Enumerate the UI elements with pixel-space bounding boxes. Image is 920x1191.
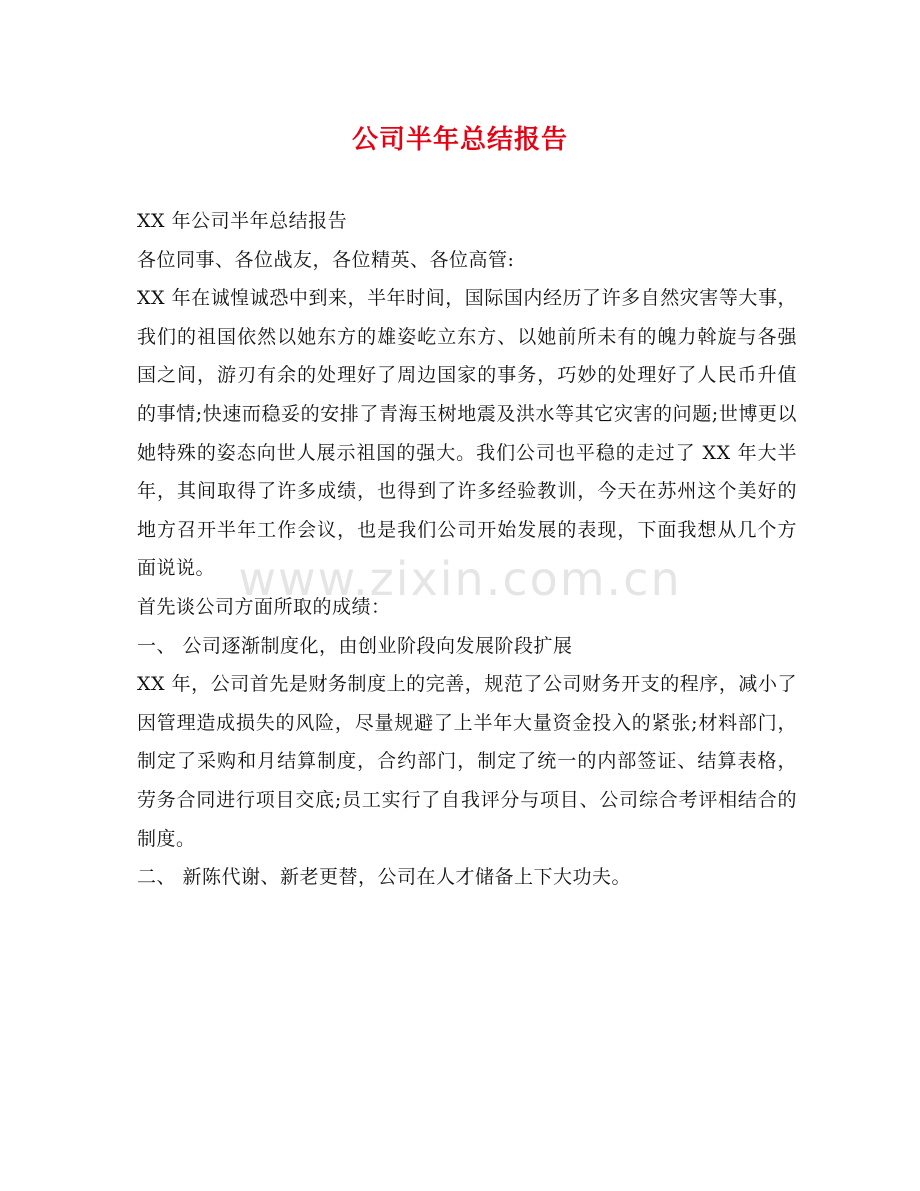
paragraph: 首先谈公司方面所取的成绩：: [137, 595, 391, 618]
document-title: 公司半年总结报告: [351, 125, 568, 155]
paragraph: XX 年公司半年总结报告: [137, 210, 348, 232]
paragraph: 一、 公司逐渐制度化，由创业阶段向发展阶段扩展: [137, 634, 573, 657]
document-body: [137, 202, 797, 897]
watermark: www.zixin.com.cn: [238, 552, 682, 606]
paragraph: XX 年，公司首先是财务制度上的完善，规范了公司财务开支的程序，减小了因管理造成损失的风险，尽量规避了上半年大量资金投入的紧张;材料部门，制定了采购和月结算制度，合约部门，制定了统一的内部签证、结算表格，劳务合同进行项目交底;员工实行了自我评分与项目、公司综合考评相结合的制度。: [137, 673, 797, 850]
paragraph: 各位同事、各位战友，各位精英、各位高管:: [137, 248, 515, 271]
paragraph: 二、 新陈代谢、新老更替，公司在人才储备上下大功夫。: [137, 866, 632, 889]
paragraph: XX 年在诚惶诚恐中到来，半年时间，国际国内经历了许多自然灾害等大事，我们的祖国依然以她东方的雄姿屹立东方、以她前所未有的魄力斡旋与各强国之间，游刃有余的处理好了周边国家的事务，巧妙的处理好了人民币升值的事情;快速而稳妥的安排了青海玉树地震及洪水等其它灾害的问题;世博更以她特殊的姿态向世人展示祖国的强大。我们公司也平稳的走过了 XX 年大半年，其间取得了许多成绩，也得到了许多经验教训，今天在苏州这个美好的地方召开半年工作会议，也是我们公司开始发展的表现，下面我想从几个方面说说。: [137, 287, 797, 580]
